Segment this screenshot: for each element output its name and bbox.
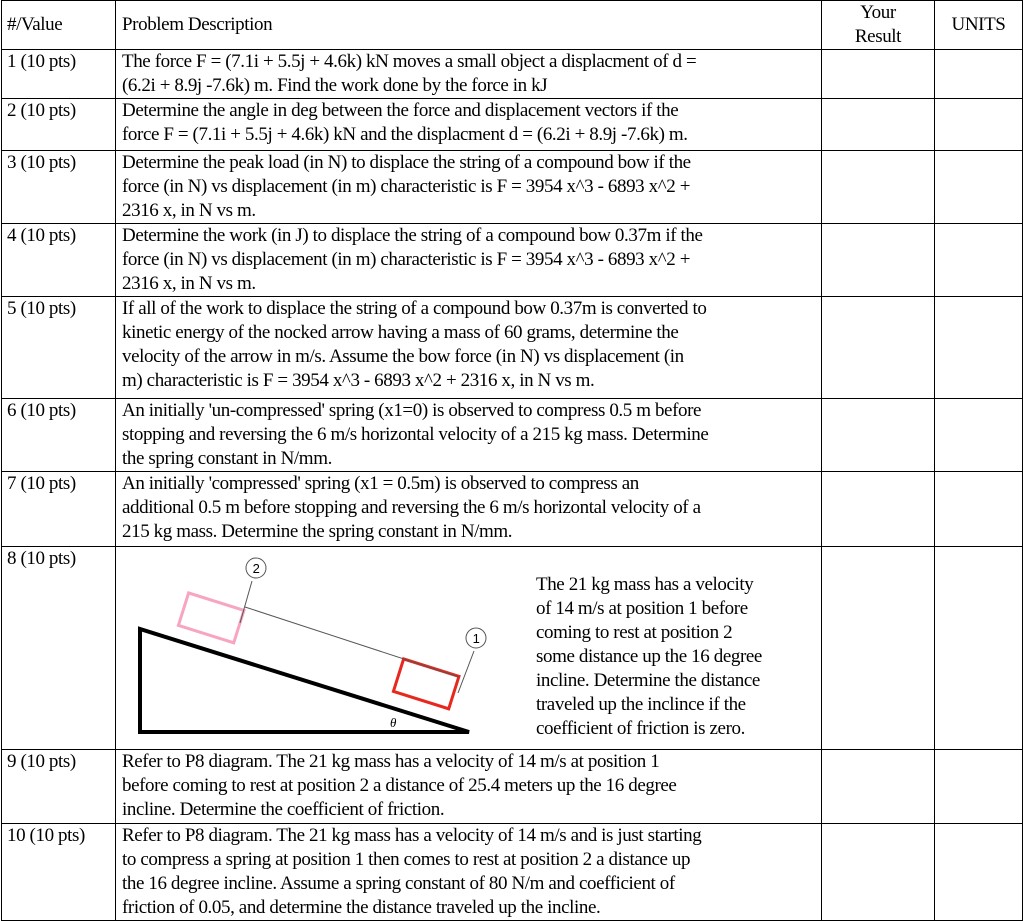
problem-value: 4 (10 pts) <box>2 224 116 297</box>
problem-description <box>116 824 822 921</box>
description-line: Determine the work (in J) to displace the string of a compound bow 0.37m if the <box>122 225 703 246</box>
units-input-cell[interactable] <box>935 750 1023 824</box>
table-row <box>2 224 1023 297</box>
units-input-cell[interactable] <box>935 50 1023 99</box>
incline-diagram <box>136 547 496 747</box>
description-line: force F = (7.1i + 5.5j + 4.6k) kN and the displacment d = (6.2i + 8.9j -7.6k) m. <box>122 124 688 145</box>
table-row <box>2 99 1023 151</box>
problem-value: 10 (10 pts) <box>2 824 116 921</box>
description-line: coefficient of friction is zero. <box>536 718 745 739</box>
leader-line-1 <box>458 651 474 693</box>
description-line: to compress a spring at position 1 then comes to rest at position 2 a distance up <box>122 849 691 870</box>
distance-arrow <box>245 607 459 677</box>
header-result <box>822 1 935 50</box>
table-row <box>2 824 1023 921</box>
description-line: If all of the work to displace the string of a compound bow 0.37m is converted to <box>122 298 707 319</box>
table-row <box>2 472 1023 547</box>
result-input-cell[interactable] <box>822 399 935 472</box>
description-line: The 21 kg mass has a velocity <box>536 574 754 595</box>
units-input-cell[interactable] <box>935 297 1023 399</box>
description-line: (6.2i + 8.9j -7.6k) m. Find the work done by the force in kJ <box>122 75 548 96</box>
result-input-cell[interactable] <box>822 547 935 750</box>
description-line: traveled up the inclince if the <box>536 694 746 715</box>
problem-table <box>1 0 1023 921</box>
description-line: Determine the angle in deg between the force and displacement vectors if the <box>122 100 679 121</box>
problem-description <box>116 50 822 99</box>
result-input-cell[interactable] <box>822 472 935 547</box>
description-line: coming to rest at position 2 <box>536 622 733 643</box>
description-line: Refer to P8 diagram. The 21 kg mass has a velocity of 14 m/s at position 1 <box>122 751 660 772</box>
result-input-cell[interactable] <box>822 224 935 297</box>
description-line: force (in N) vs displacement (in m) characteristic is F = 3954 x^3 - 6893 x^2 + <box>122 176 691 197</box>
description-line: 2316 x, in N vs m. <box>122 273 256 294</box>
description-line: Refer to P8 diagram. The 21 kg mass has a velocity of 14 m/s and is just starting <box>122 825 702 846</box>
table-row <box>2 151 1023 224</box>
problem-value: 2 (10 pts) <box>2 99 116 151</box>
units-input-cell[interactable] <box>935 472 1023 547</box>
units-input-cell[interactable] <box>935 824 1023 921</box>
description-line: the spring constant in N/mm. <box>122 448 332 469</box>
description-line: incline. Determine the distance <box>536 670 760 691</box>
result-input-cell[interactable] <box>822 50 935 99</box>
problem-description <box>116 547 822 750</box>
description-line: before coming to rest at position 2 a distance of 25.4 meters up the 16 degree <box>122 775 677 796</box>
description-line: An initially 'compressed' spring (x1 = 0.5m) is observed to compress an <box>122 473 639 494</box>
description-line: Determine the peak load (in N) to displace the string of a compound bow if the <box>122 152 691 173</box>
problem-value: 7 (10 pts) <box>2 472 116 547</box>
result-input-cell[interactable] <box>822 297 935 399</box>
result-input-cell[interactable] <box>822 824 935 921</box>
table-row <box>2 297 1023 399</box>
description-line: 215 kg mass. Determine the spring constant in N/mm. <box>122 521 513 542</box>
result-input-cell[interactable] <box>822 151 935 224</box>
description-line: velocity of the arrow in m/s. Assume the bow force (in N) vs displacement (in <box>122 346 684 367</box>
problem-value: 5 (10 pts) <box>2 297 116 399</box>
description-line: of 14 m/s at position 1 before <box>536 598 748 619</box>
problem-description <box>116 224 822 297</box>
problem-description <box>116 151 822 224</box>
header-description: Problem Description <box>116 1 822 50</box>
header-result-line: Result <box>854 26 902 47</box>
description-line: friction of 0.05, and determine the distance traveled up the incline. <box>122 897 601 918</box>
description-line: m) characteristic is F = 3954 x^3 - 6893 x^2 + 2316 x, in N vs m. <box>122 370 595 391</box>
position-2-label: 2 <box>252 561 260 576</box>
description-line: An initially 'un-compressed' spring (x1=0) is observed to compress 0.5 m before <box>122 400 702 421</box>
result-input-cell[interactable] <box>822 99 935 151</box>
position-1-label: 1 <box>472 631 480 646</box>
description-line: incline. Determine the coefficient of friction. <box>122 799 445 820</box>
problem-value: 6 (10 pts) <box>2 399 116 472</box>
description-line: kinetic energy of the nocked arrow having a mass of 60 grams, determine the <box>122 322 679 343</box>
problem-value: 9 (10 pts) <box>2 750 116 824</box>
table-row <box>2 547 1023 750</box>
problem-description <box>116 99 822 151</box>
description-line: some distance up the 16 degree <box>536 646 762 667</box>
description-line: additional 0.5 m before stopping and reversing the 6 m/s horizontal velocity of a <box>122 497 701 518</box>
description-line: force (in N) vs displacement (in m) characteristic is F = 3954 x^3 - 6893 x^2 + <box>122 249 691 270</box>
problem-8-text <box>536 573 762 741</box>
units-input-cell[interactable] <box>935 224 1023 297</box>
problem-description <box>116 472 822 547</box>
description-line: stopping and reversing the 6 m/s horizontal velocity of a 215 kg mass. Determine <box>122 424 709 445</box>
result-input-cell[interactable] <box>822 750 935 824</box>
description-line: 2316 x, in N vs m. <box>122 200 256 221</box>
incline-triangle <box>140 629 469 732</box>
units-input-cell[interactable] <box>935 547 1023 750</box>
description-line: The force F = (7.1i + 5.5j + 4.6k) kN moves a small object a displacment of d = <box>122 51 697 72</box>
units-input-cell[interactable] <box>935 99 1023 151</box>
description-line: the 16 degree incline. Assume a spring constant of 80 N/m and coefficient of <box>122 873 675 894</box>
leader-line-2 <box>240 581 252 623</box>
problem-value: 1 (10 pts) <box>2 50 116 99</box>
problem-value: 3 (10 pts) <box>2 151 116 224</box>
table-row <box>2 399 1023 472</box>
units-input-cell[interactable] <box>935 151 1023 224</box>
header-row <box>2 1 1023 50</box>
units-input-cell[interactable] <box>935 399 1023 472</box>
problem-value: 8 (10 pts) <box>2 547 116 750</box>
header-units: UNITS <box>935 1 1023 50</box>
problem-description <box>116 297 822 399</box>
block-position-2 <box>178 593 244 643</box>
angle-label: θ <box>390 715 396 730</box>
problem-description <box>116 399 822 472</box>
problem-description <box>116 750 822 824</box>
table-row <box>2 750 1023 824</box>
header-result-line: Your <box>860 2 896 23</box>
table-row <box>2 50 1023 99</box>
header-value: #/Value <box>2 1 116 50</box>
